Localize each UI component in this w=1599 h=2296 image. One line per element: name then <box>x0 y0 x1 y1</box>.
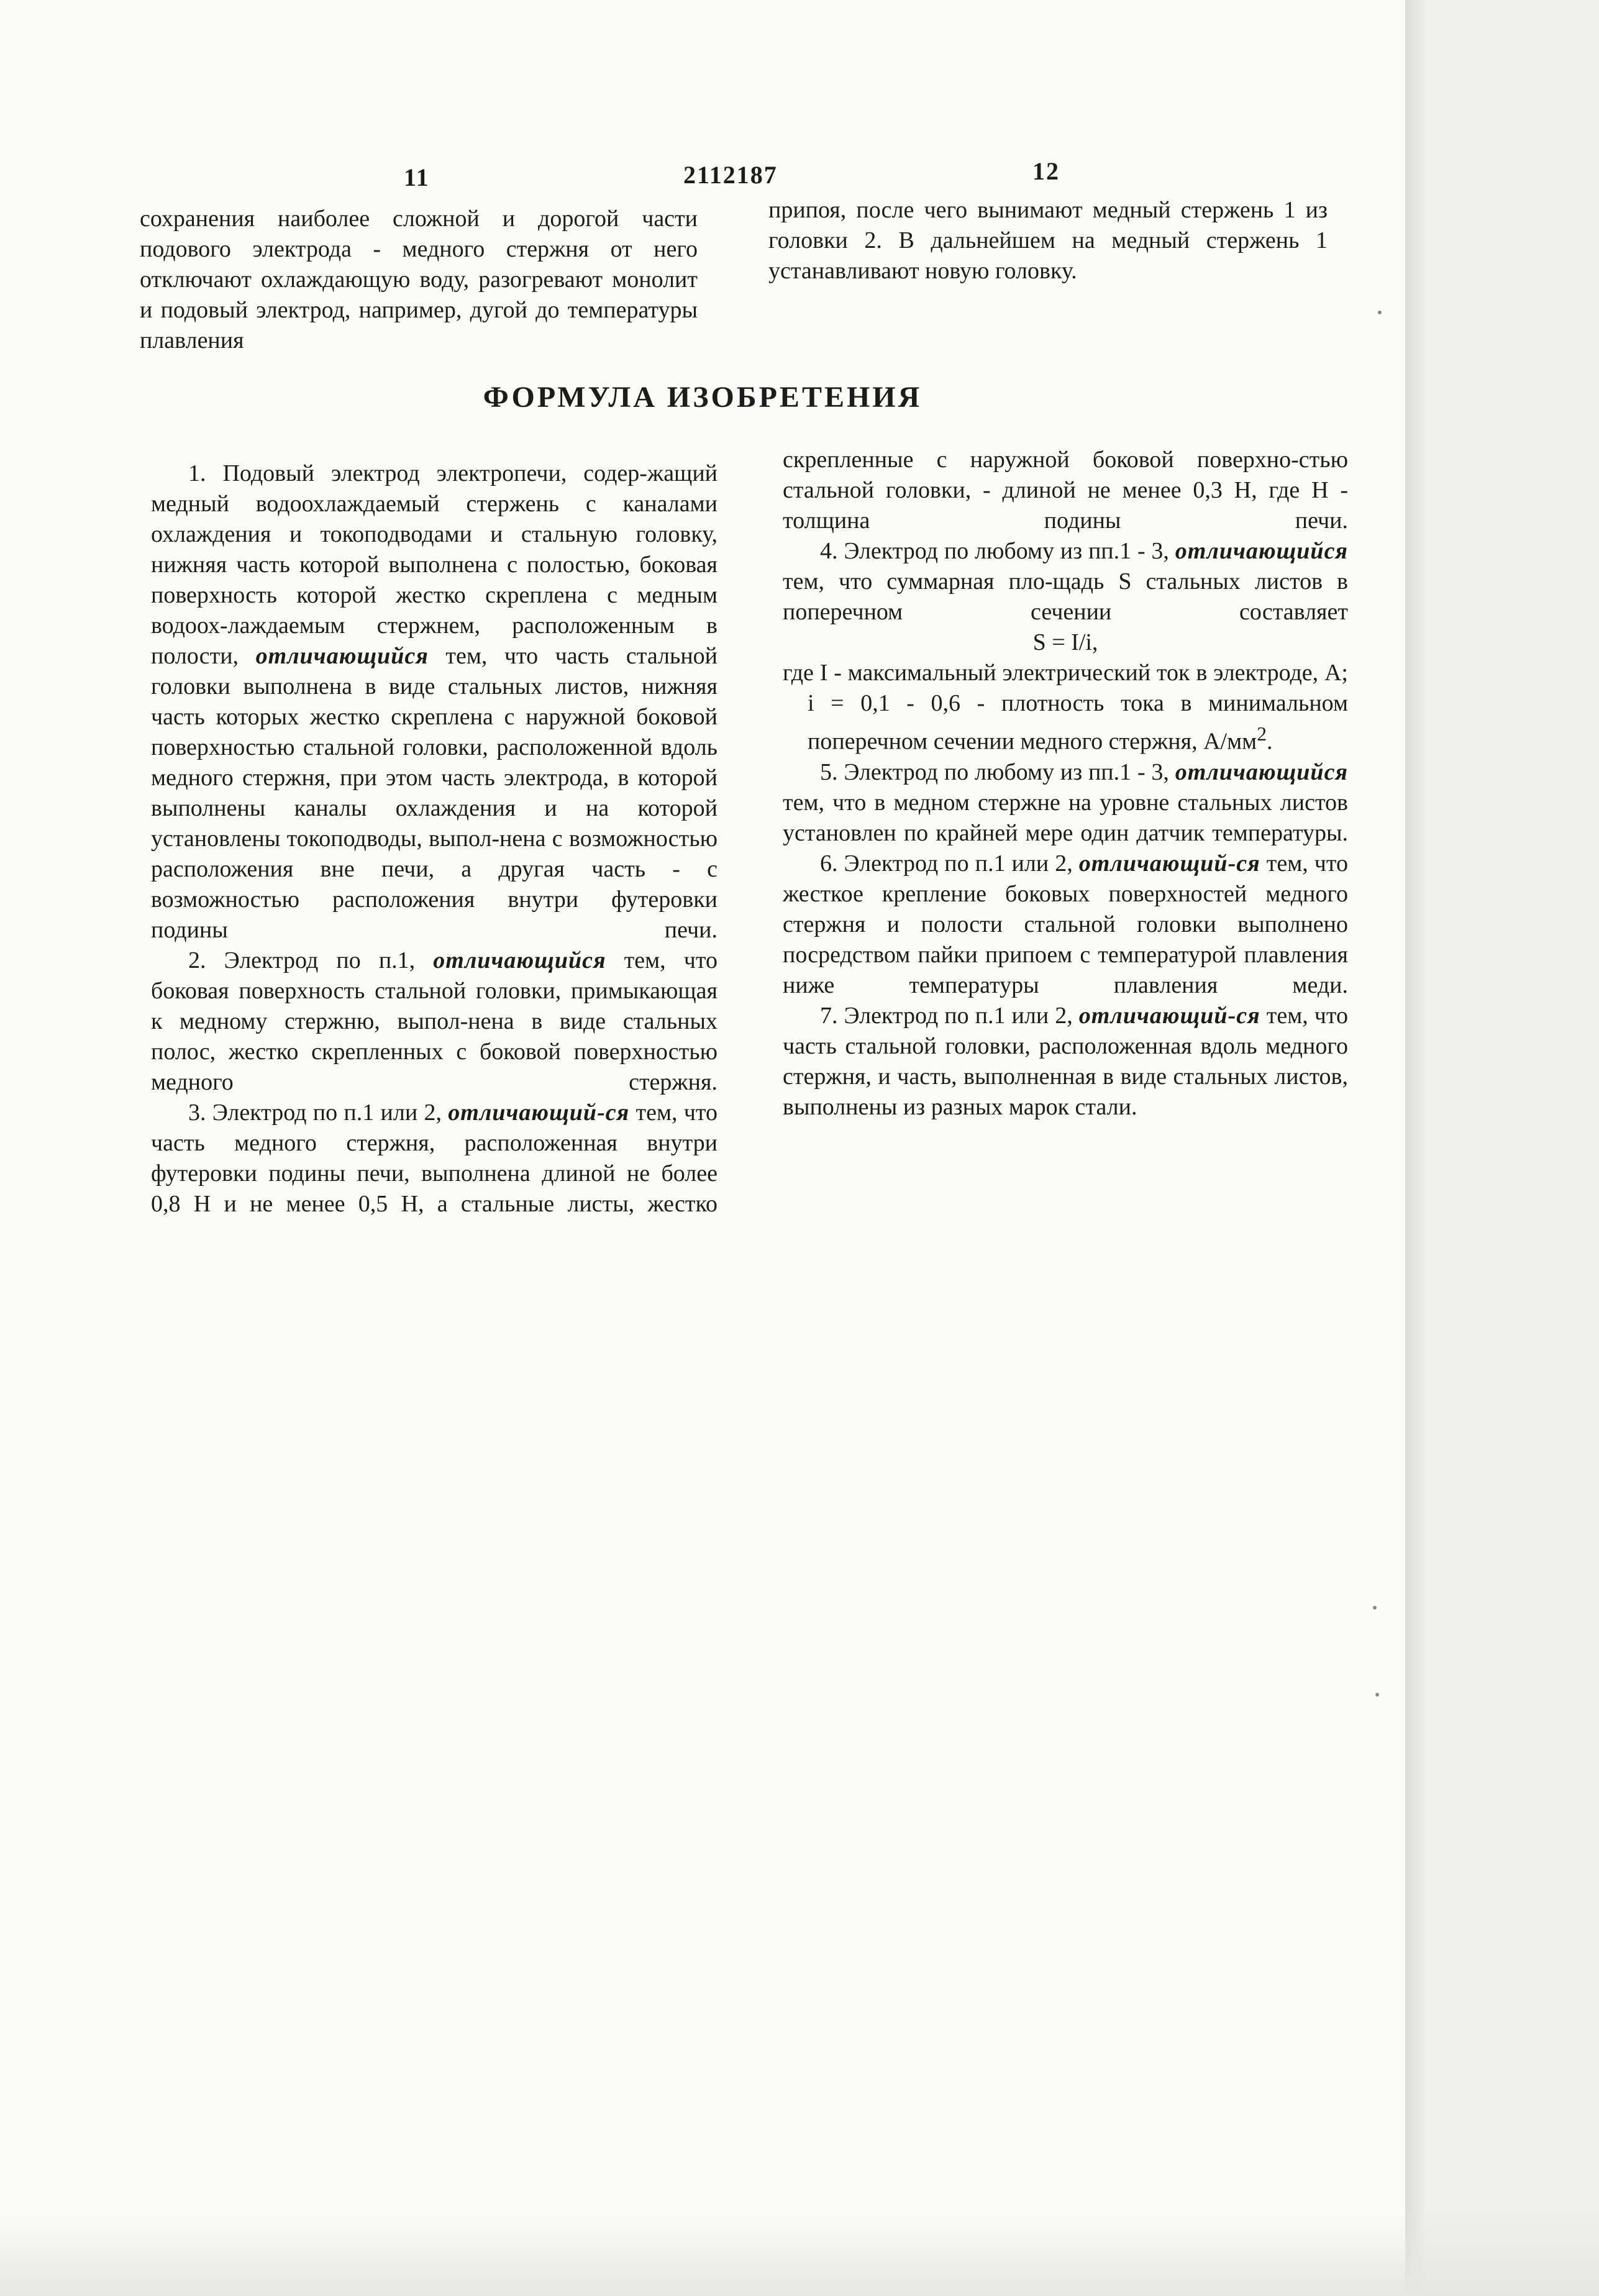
claim-text: 2. Электрод по п.1, <box>188 947 416 973</box>
scan-shadow <box>0 2212 1599 2296</box>
claim-7 <box>783 1001 1348 1123</box>
claim-keyword: отличающийся <box>1175 758 1349 785</box>
claim-4 <box>783 536 1348 627</box>
paragraph: припоя, после чего вынимают медный стержень 1 из головки 2. В дальнейшем на медный стержень 1 устанавливают новую головку. <box>768 197 1328 284</box>
scan-speck <box>1378 311 1382 314</box>
page-number-left: 11 <box>404 163 430 191</box>
claims-column-left <box>151 458 718 1219</box>
claim-text: 4. Электрод по любому из пп.1 - 3, <box>820 538 1169 564</box>
claim-text: 1. Подовый электрод электропечи, содер-жащий медный водоохлаждаемый стержень с каналами охлаждения и токоподводами и стальную головку, нижняя часть которой выполнена с полостью, боковая поверхность которой жестко скреплена с медным водоох-лаждаемым стержнем, расположенным в полости, <box>151 460 718 669</box>
claim-1 <box>151 458 718 945</box>
claim-text: 6. Электрод по п.1 или 2, <box>820 850 1073 877</box>
claim-keyword: отличающийся <box>433 947 606 973</box>
claim-text: тем, что часть стальной головки, расположенная вдоль медного стержня, и часть, выполненная в виде стальных листов, выполнены из разных марок стали. <box>783 1002 1348 1120</box>
claim-text: тем, что суммарная пло-щадь S стальных листов в поперечном сечении составляет <box>783 568 1348 625</box>
claim-2 <box>151 945 718 1098</box>
claim-text: тем, что часть медного стержня, расположенная внутри футеровки подины печи, выполнена длиной не более 0,8 Н и не менее 0,5 Н, а стальные листы, жестко <box>151 1100 718 1217</box>
claim-3 <box>151 1098 718 1219</box>
paragraph: сохранения наиболее сложной и дорогой части подового электрода - медного стержня от него отключают охлаждающую воду, разогревают монолит и подовый электрод, например, дугой до температуры плавления <box>140 206 698 353</box>
claim-keyword: отличающий-ся <box>448 1100 630 1126</box>
section-title: ФОРМУЛА ИЗОБРЕТЕНИЯ <box>483 381 922 414</box>
description-continuation-left <box>140 204 698 356</box>
claim-keyword: отличающий-ся <box>1078 850 1260 877</box>
patent-number: 2112187 <box>683 161 778 189</box>
claim-4-density <box>783 688 1348 757</box>
claim-6 <box>783 849 1348 1001</box>
claims-column-right <box>783 445 1348 1123</box>
claim-text: 7. Электрод по п.1 или 2, <box>820 1002 1073 1029</box>
claim-text: тем, что в медном стержне на уровне стальных листов установлен по крайней мере один датчик температуры. <box>783 789 1348 846</box>
claim-text: тем, что жесткое крепление боковых поверхностей медного стержня и полости стальной головки выполнено посредством пайки припоем с температурой плавления ниже температуры плавления меди. <box>783 850 1348 998</box>
page-number-right: 12 <box>1032 157 1060 185</box>
scan-speck <box>1373 1606 1377 1610</box>
page-edge-shadow <box>1405 0 1424 2296</box>
superscript: 2 <box>1257 723 1267 745</box>
claim-text: . <box>1267 728 1273 755</box>
claim-5 <box>783 757 1348 849</box>
claim-4-formula: S = I/i, <box>1032 629 1098 655</box>
scanner-background <box>1424 0 1599 2296</box>
claim-keyword: отличающийся <box>255 643 429 669</box>
claim-keyword: отличающийся <box>1175 538 1349 564</box>
claim-text: 3. Электрод по п.1 или 2, <box>188 1100 442 1126</box>
claim-keyword: отличающий-ся <box>1078 1002 1260 1029</box>
claim-4-where: где I - максимальный электрический ток в электроде, А; <box>783 660 1348 686</box>
description-continuation-right <box>768 195 1328 286</box>
claim-text: i = 0,1 - 0,6 - плотность тока в минимальном поперечном сечении медного стержня, А/мм <box>808 690 1348 755</box>
claim-text: 5. Электрод по любому из пп.1 - 3, <box>820 758 1169 785</box>
scan-speck <box>1375 1693 1379 1697</box>
claim-3-continuation: скрепленные с наружной боковой поверхно-стью стальной головки, - длиной не менее 0,3 Н, где Н - толщина подины печи. <box>783 447 1348 534</box>
claim-text: тем, что часть стальной головки выполнена в виде стальных листов, нижняя часть которых жестко скреплена с наружной боковой поверхностью стальной головки, расположенной вдоль медного стержня, при этом часть электрода, в которой выполнены каналы охлаждения и на которой установлены токоподводы, выпол-нена с возможностью расположения вне печи, а другая часть - с возможностью расположения внутри футеровки подины печи. <box>151 643 718 943</box>
claim-text: тем, что боковая поверхность стальной головки, примыкающая к медному стержню, выпол-нена в виде стальных полос, жестко скрепленных с боковой поверхностью медного стержня. <box>151 947 718 1095</box>
